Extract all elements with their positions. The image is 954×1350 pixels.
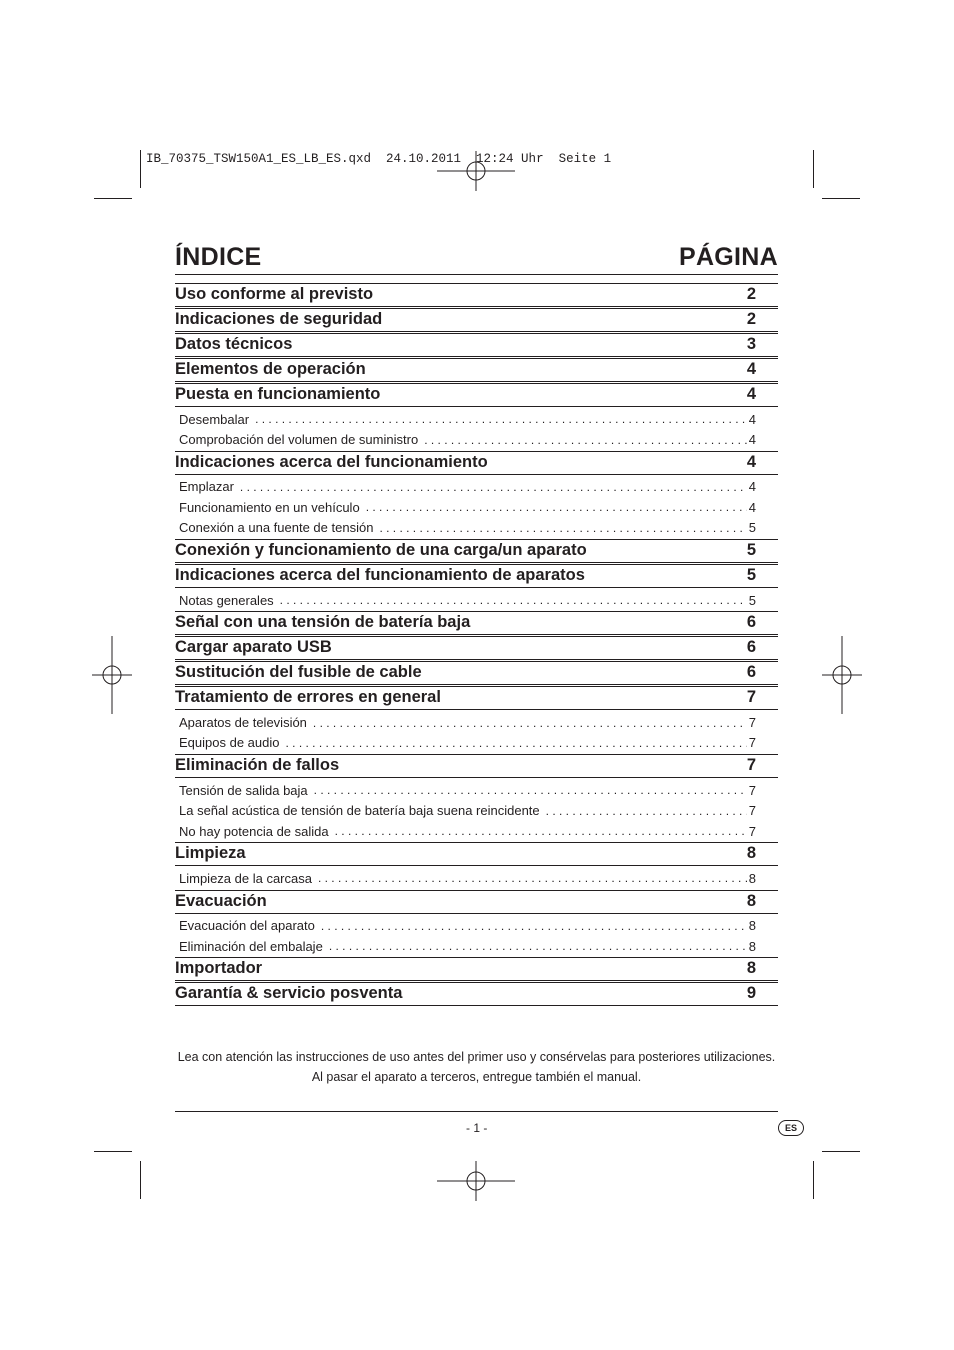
toc-subsection-title: Emplazar: [179, 479, 234, 495]
toc-subsection-page: 4: [748, 411, 756, 427]
toc-section: [175, 661, 778, 685]
toc-section-title: Eliminación de fallos: [175, 756, 340, 775]
toc-section-title: Cargar aparato USB: [175, 638, 332, 657]
table-of-contents: [175, 284, 778, 1006]
index-heading: ÍNDICE: [175, 243, 262, 271]
toc-section: [175, 842, 778, 866]
toc-subsection-page: 7: [748, 803, 756, 819]
toc-section-page: 7: [746, 756, 756, 775]
page-heading: PÁGINA: [678, 243, 778, 271]
toc-section-title: Importador: [175, 959, 263, 978]
dot-leader: [424, 433, 747, 447]
toc-section-page: 8: [746, 891, 756, 910]
toc-section-page: 6: [746, 613, 756, 632]
toc-subsection: [175, 712, 778, 732]
crop-mark: [813, 1161, 814, 1199]
toc-section-title: Puesta en funcionamiento: [175, 385, 381, 403]
toc-subsection-page: 8: [748, 870, 756, 886]
toc-section-title: Elementos de operación: [175, 360, 366, 378]
toc-subsection: [175, 497, 778, 517]
toc-subsection-group: [175, 588, 778, 612]
toc-section: [175, 686, 778, 710]
toc-subsection-group: [175, 710, 778, 755]
toc-section: [175, 283, 778, 307]
toc-subsection-page: 5: [748, 592, 756, 608]
toc-section-title: Garantía & servicio posventa: [175, 984, 403, 1003]
crop-mark: [94, 198, 132, 199]
dot-leader: [329, 939, 747, 953]
toc-subsection-page: 4: [748, 479, 756, 495]
registration-mark-icon: [822, 636, 862, 714]
registration-mark-icon: [437, 151, 515, 191]
toc-subsection: [175, 429, 778, 449]
crop-mark: [813, 150, 814, 188]
toc-section-page: 3: [746, 335, 756, 353]
toc-section: [175, 539, 778, 563]
print-slug: IB_70375_TSW150A1_ES_LB_ES.qxd 24.10.2011 12:24 Uhr Seite 1: [146, 152, 612, 166]
toc-section-page: 9: [746, 984, 756, 1003]
registration-mark-icon: [92, 636, 132, 714]
toc-subsection-group: [175, 866, 778, 890]
toc-subsection-page: 8: [748, 918, 756, 934]
toc-section-title: Limpieza: [175, 844, 246, 863]
crop-mark: [140, 150, 141, 188]
toc-section-page: 4: [746, 452, 756, 471]
crop-mark: [140, 1161, 141, 1199]
toc-subsection-title: Comprobación del volumen de suministro: [179, 432, 419, 448]
registration-mark-icon: [437, 1161, 515, 1201]
toc-subsection: [175, 590, 778, 610]
toc-section: [175, 982, 778, 1006]
toc-subsection-title: Evacuación del aparato: [179, 918, 315, 934]
toc-section-page: 8: [746, 844, 756, 863]
toc-section-title: Indicaciones acerca del funcionamiento: [175, 452, 488, 471]
toc-section-page: 6: [746, 663, 756, 682]
dot-leader: [318, 871, 747, 885]
toc-section-title: Evacuación: [175, 891, 267, 910]
toc-subsection: [175, 801, 778, 821]
crop-mark: [94, 1151, 132, 1152]
toc-subsection: [175, 409, 778, 429]
toc-section-page: 5: [746, 540, 756, 559]
toc-section: [175, 333, 778, 357]
toc-subsection-page: 4: [748, 499, 756, 515]
toc-subsection-page: 4: [748, 432, 756, 448]
toc-subsection-page: 7: [748, 782, 756, 798]
toc-subsection-title: Desembalar: [179, 411, 250, 427]
toc-section-page: 4: [746, 360, 756, 378]
toc-section: [175, 636, 778, 660]
toc-section: [175, 754, 778, 778]
language-badge: ES: [778, 1120, 804, 1136]
toc-subsection-title: La señal acústica de tensión de batería baja suena reincidente: [179, 803, 540, 819]
toc-section-page: 6: [746, 638, 756, 657]
toc-subsection-group: [175, 407, 778, 452]
toc-subsection-group: [175, 914, 778, 959]
toc-section: [175, 308, 778, 332]
toc-section-title: Indicaciones de seguridad: [175, 310, 383, 328]
dot-leader: [240, 480, 747, 494]
dot-leader: [546, 804, 747, 818]
dot-leader: [313, 716, 747, 730]
toc-section-page: 8: [746, 959, 756, 978]
toc-subsection-title: Tensión de salida baja: [179, 782, 308, 798]
toc-subsection-title: Eliminación del embalaje: [179, 938, 323, 954]
toc-section-title: Sustitución del fusible de cable: [175, 663, 422, 682]
toc-subsection-title: Funcionamiento en un vehículo: [179, 499, 360, 515]
toc-subsection: [175, 477, 778, 497]
toc-subsection-title: Notas generales: [179, 592, 274, 608]
toc-subsection: [175, 518, 778, 538]
toc-subsection-page: 7: [748, 823, 756, 839]
toc-section-page: 4: [746, 385, 756, 403]
toc-subsection-title: Equipos de audio: [179, 735, 280, 751]
toc-subsection: [175, 868, 778, 888]
dot-leader: [366, 500, 747, 514]
toc-section-page: 5: [746, 565, 756, 584]
toc-section: [175, 890, 778, 914]
toc-header: [175, 244, 778, 275]
toc-subsection: [175, 916, 778, 936]
toc-subsection-page: 7: [748, 735, 756, 751]
toc-subsection: [175, 780, 778, 800]
dot-leader: [314, 783, 747, 797]
toc-section: [175, 383, 778, 407]
toc-subsection-title: Aparatos de televisión: [179, 715, 307, 731]
dot-leader: [335, 824, 747, 838]
toc-section: [175, 451, 778, 475]
toc-section-page: 7: [746, 688, 756, 707]
crop-mark: [822, 198, 860, 199]
toc-subsection-group: [175, 778, 778, 843]
toc-subsection: [175, 821, 778, 841]
toc-section-page: 2: [746, 310, 756, 328]
toc-subsection-page: 8: [748, 938, 756, 954]
footer-note-line-2: Al pasar el aparato a terceros, entregue también el manual.: [311, 1070, 642, 1084]
toc-section: [175, 957, 778, 981]
dot-leader: [280, 593, 747, 607]
toc-subsection-title: Conexión a una fuente de tensión: [179, 520, 374, 536]
dot-leader: [379, 521, 746, 535]
toc-section-title: Uso conforme al previsto: [175, 285, 374, 303]
dot-leader: [321, 919, 747, 933]
footer-note-line-1: Lea con atención las instrucciones de uso antes del primer uso y consérvelas para posteriores utilizaciones.: [177, 1050, 776, 1064]
toc-subsection-page: 7: [748, 715, 756, 731]
page-number: - 1 -: [466, 1121, 488, 1135]
toc-subsection-page: 5: [748, 520, 756, 536]
toc-section: [175, 564, 778, 588]
toc-section: [175, 358, 778, 382]
toc-section-title: Señal con una tensión de batería baja: [175, 613, 471, 632]
toc-section-page: 2: [746, 285, 756, 303]
toc-section-title: Datos técnicos: [175, 335, 293, 353]
dot-leader: [255, 412, 747, 426]
toc-section-title: Indicaciones acerca del funcionamiento de aparatos: [175, 565, 585, 584]
footer-divider: [175, 1111, 778, 1112]
toc-section: [175, 611, 778, 635]
toc-subsection: [175, 733, 778, 753]
toc-section-title: Tratamiento de errores en general: [175, 688, 441, 707]
toc-section-title: Conexión y funcionamiento de una carga/un aparato: [175, 540, 587, 559]
crop-mark: [822, 1151, 860, 1152]
toc-subsection: [175, 936, 778, 956]
toc-subsection-title: Limpieza de la carcasa: [179, 870, 312, 886]
toc-subsection-title: No hay potencia de salida: [179, 823, 329, 839]
dot-leader: [285, 736, 746, 750]
toc-subsection-group: [175, 475, 778, 540]
